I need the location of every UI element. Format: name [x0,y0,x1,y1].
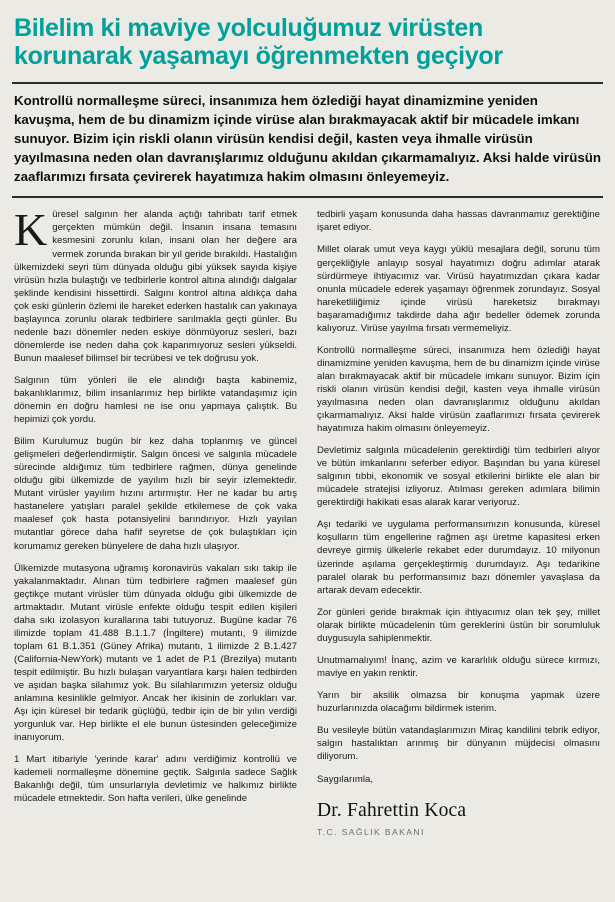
drop-cap: K [14,204,48,256]
paragraph: Zor günleri geride bırakmak için ihtiyacımız olan tek şey, millet olarak birlikte mücadelenin tüm gereklerini üstün bir sorumluluk duygusuyla sahiplenmektir. [317,606,600,644]
divider-middle [12,196,603,198]
headline-line-1: Bilelim ki maviye yolculuğumuz virüsten [14,14,484,42]
paragraph-text: üresel salgının her alanda açtığı tahribatı tarif etmek gerçekten mümkün değil. İnsanın insana temasını kesmesini zorunlu kılan, insani olan her değere ara vermek zorunda bırakan bir yıl geride bırakıldı. Hastalığın ülkemizdeki seyri tüm dünyada olduğu gibi yüksek sayıda kişiye virüsün hızla bulaştığı ve tedbirlerle kontrol altına alındığı dalgalar şeklinde kendisini hissettirdi. Salgını kontrol altına aldıkça daha çok eski günlerin özlemi ile hareket ederken hastalık can yakınaya başlayınca zorunlu olarak tedbirlere sarılmakla geçti günler. Bu nedenle bazı dönemler neden eskiye dönmüyoruz sesleri, bazı dönemlerde ise neden daha çok kapanmıyoruz sesleri yükseldi. Bunun maalesef bilimsel bir tecrübesi ve tek doğrusu yok. [14,209,297,364]
signature-name: Dr. Fahrettin Koca [317,800,467,822]
headline-line-2: korunarak yaşamayı öğrenmekten geçiyor [14,42,503,70]
paragraph: 1 Mart itibariyle 'yerinde karar' adını verdiğimiz kontrollü ve kademeli normalleşme dönemine geçtik. Salgınla sadece Sağlık Bakanlığı değil, tüm unsurlarıyla devletimiz ve halkımız birlikte mücadele etmektedir. Son hafta verileri, ülke genelinde [14,754,297,805]
divider-top [12,82,603,84]
paragraph: tedbirli yaşam konusunda daha hassas davranmamız gerektiğine işaret ediyor. [317,209,600,234]
paragraph: Devletimiz salgınla mücadelenin gerektirdiği tüm tedbirleri alıyor ve bütün imkanlarını seferber ediyor. Başından bu yana küresel salgının tıbbi, ekonomik ve sosyal etkilerini birlikte ele alan bir mücadele stratejisi izliyoruz. Atılması gereken adımlara bilimin gerektirdiği hakikati esas alarak karar veriyoruz. [317,445,600,509]
standfirst: Kontrollü normalleşme süreci, insanımıza hem özlediği hayat dinamizmine yeniden kavuşma, hem de bu dinamizm içinde virüse alan bırakmayacak aktif bir mücadele imkanı sunuyor. Bizim için riskli olanın virüsün kendisi değil, kasten veya ihmalle virüsün yayılmasına neden olan davranışlarımız olduğunu akıldan çıkarmamalıyız. Aksi halde virüsün zaaflarımızı fırsata çevirerek hayatımıza hakim olmasını önleyemeyiz. [14,93,601,184]
column-right [317,208,600,838]
signature-title: T.C. SAĞLIK BAKANI [317,826,425,837]
paragraph: Ülkemizde mutasyona uğramış koronavirüs vakaları sıkı takip ile yakalanmaktadır. Alınan tüm tedbirlere rağmen maalesef gün geçtikçe mutant virüsler tüm dünyada olduğu gibi ülkemizde de artmaktadır. Mutant virüsle enfekte olduğu tespit edilen kişileri daha sıkı izolasyon kurallarına tabi tutuyoruz. Bugüne kadar 76 ilimizde toplam 41.488 B.1.1.7 (İngiltere) mutantı, 9 ilimizde toplam 61 B.1.351 (Güney Afrika) mutantı, 1 ilimizde 2 B.1.427 (California-NewYork) mutantı ve 1 adet de P.1 (Brezilya) mutantı tespit edilmiştir. Bu hızlı bulaşan varyantlara karşı halen tedbirden ve aşıdan başka silahımız yok. Bu silahlarımızın yetersiz olduğu anlamına kesinlikle gelmiyor. Ancak her ikisinin de zorlukları var. Aşı için küresel bir tedarik güçlüğü, tedbir için de bir yılın verdiği yorgunluk var. Hep birlikte el ele bunun üstesinden geleceğimize inanıyorum. [14,562,297,744]
paragraph: Bilim Kurulumuz bugün bir kez daha toplanmış ve güncel gelişmeleri değerlendirmiştir. Salgın öncesi ve salgınla mücadele sürecinde aldığımız tüm tedbirlere rağmen, dünya genelinde olduğu gibi ülkemizde de yayılım hızlı bir seyir izlemektedir. Mutant virüsler yayılım hızını artırmıştır. Her ne kadar bu artış hastanelere yatışları paralel şekilde etkilemese de çok vaka maalesef çok hasta potansiyelini barındırıyor. Hızlı yayılan mutantlar görece daha hafif seyretse de çok bulaştıkları için korumamız gereken bünyelere de daha hızlı ulaşıyor. [14,436,297,552]
signature-block [317,773,600,838]
paragraph: Yarın bir aksilik olmazsa bir konuşma yapmak üzere huzurlarınızda olacağımı bildirmek isterim. [317,689,600,714]
paragraph [14,204,297,365]
paragraph: Kontrollü normalleşme süreci, insanımıza hem özlediği hayat dinamizmine yeniden kavuşma, hem de bu dinamizm içinde virüse alan bırakmayacak aktif bir mücadele imkanı sunuyor. Bizim için riskli olanın virüsün kendisi değil, kasten veya ihmalle virüsün yayılmasına neden olan davranışlarımız olduğunu akıldan çıkarmamalıyız. Aksi halde virüsün zaaflarımızı fırsata çevirerek hayatımıza hakim olmasını önleyemeyiz. [317,344,600,435]
signature-regards: Saygılarımla, [317,774,373,786]
paragraph: Millet olarak umut veya kaygı yüklü mesajlara değil, sorunu tüm gerçekliğiyle anlayıp sosyal hayatımızı doğru adımlar atarak sürdürmeye ihtiyacımız var. Virüsü hayatımızdan çıkara kadar onunla mücadele ederek yaşamayı öğrenmek zorundayız. Sosyal hareketliliğimiz içinde virüsü hareketsiz bırakmayı başaramadığımız takdirde daha ağır bedeller ödemek zorunda kalıyoruz. Virüse yayılma fırsatı vermemeliyiz. [317,244,600,334]
page-title [12,0,603,76]
paragraph: Salgının tüm yönleri ile ele alındığı başta kabinemiz, bakanlıklarımız, bilim insanlarımız hep birlikte vatandaşımız için dönemin en doğru hamlesi ne ise onu yapmaya çalıştık. Bu hepimizi çok yordu. [14,374,297,426]
paragraph: Aşı tedariki ve uygulama performansımızın konusunda, küresel koşulların tüm engellerine rağmen aşı üretme kapasitesi erken devreye girmiş ülkelerle rekabet eder durumdayız. 10 milyonun üzerinde aşılama gerçekleştirmiş durumdayız. Aşı tedarikine paralel olarak bu performansımız bazı dönemler yavaşlasa da artarak devam edecektir. [317,519,600,596]
column-left [14,204,297,838]
paragraph: Unutmamalıyım! İnanç, azim ve kararlılık olduğu sürece kırmızı, maviye en yakın renktir. [317,654,600,679]
paragraph: Bu vesileyle bütün vatandaşlarımızın Miraç kandilini tebrik ediyor, salgın hastalıktan arınmış bir dünyanın müjdecisi olmasını diliyorum. [317,724,600,763]
article-columns [12,204,603,838]
